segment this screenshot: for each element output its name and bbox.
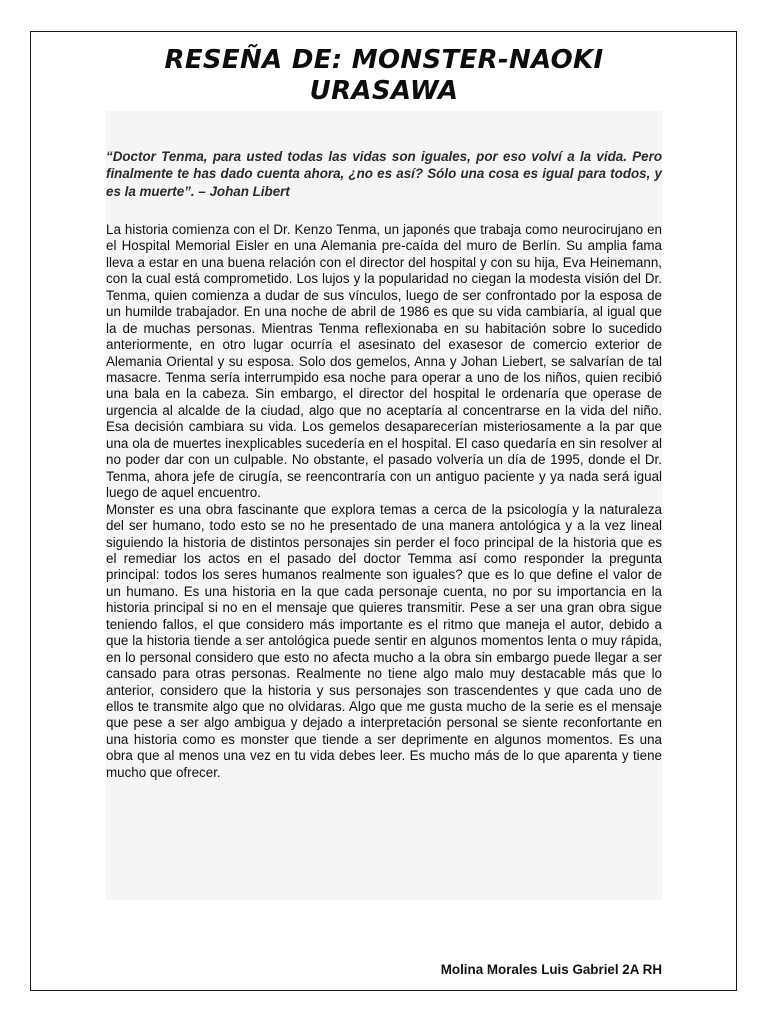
review-title: RESEÑA DE: MONSTER-NAOKI URASAWA [164, 45, 604, 106]
epigraph-quote: “Doctor Tenma, para usted todas las vidas son iguales, por eso volví a la vida. Pero finalmente te has dado cuenta ahora, ¿no es así? Sólo una cosa es igual para todos, y es la muerte”. – Johan Libert [106, 149, 662, 199]
paragraph-synopsis: La historia comienza con el Dr. Kenzo Tenma, un japonés que trabaja como neurocirujano en el Hospital Memorial Eisler en una Alemania pre-caída del muro de Berlín. Su amplia fama lleva a estar en una buena relación con el director del hospital y con su hija, Eva Heinemann, con la cual está comprometido. Los lujos y la popularidad no ciegan la modesta visión del Dr. Tenma, quien comienza a dudar de sus vínculos, luego de ser confrontado por la esposa de un humilde trabajador. En una noche de abril de 1986 es que su vida cambiaría, al igual que la de muchas personas. Mientras Tenma reflexionaba en su habitación sobre lo sucedido anteriormente, en otro lugar ocurría el asesinato del exasesor de comercio exterior de Alemania Oriental y su esposa. Solo dos gemelos, Anna y Johan Liebert, se salvarían de tal masacre. Tenma sería interrumpido esa noche para operar a uno de los niños, quien recibió una bala en la cabeza. Sin embargo, el director del hospital le ordenaría que operase de urgencia al alcalde de la ciudad, algo que no aceptaría al concentrarse en la vida del niño. Esa decisión cambiara su vida. Los gemelos desaparecerían misteriosamente a la par que una ola de muertes inexplicables sucedería en el hospital. El caso quedaría en sin resolver al no poder dar con un culpable. No obstante, el pasado volvería un día de 1995, donde el Dr. Tenma, ahora jefe de cirugía, se reencontraría con un antiguo paciente y ya nada será igual luego de aquel encuentro. [106, 221, 662, 501]
paragraph-opinion: Monster es una obra fascinante que explora temas a cerca de la psicología y la naturaleza del ser humano, todo esto se no he presentado de una manera antológica y a la vez lineal siguiendo la historia de distintos personajes sin perder el foco principal de la historia que es el remediar los actos en el pasado del doctor Temma así como responder la pregunta principal: todos los seres humanos realmente son iguales? que es lo que define el valor de un humano. Es una historia en la que cada personaje cuenta, no por su importancia en la historia principal si no en el mensaje que quieres transmitir. Pese a ser una gran obra sigue teniendo fallos, el que considero más importante es el ritmo que maneja el autor, debido a que la historia tiende a ser antológica puede sentir en algunos momentos lenta o muy rápida, en lo personal considero que esto no afecta mucho a la obra sin embargo puede llegar a ser cansado para otras personas. Realmente no tiene algo malo muy destacable más que lo anterior, considero que la historia y sus personajes son trascendentes y que cada uno de ellos te transmite algo que no olvidaras. Algo que me gusta mucho de la serie es el mensaje que pese a ser algo ambigua y dejado a interpretación personal se siente reconfortante en una historia como es monster que tiende a ser deprimente en algunos momentos. Es una obra que al menos una vez en tu vida debes leer. Es mucho más de lo que aparenta y tiene mucho que ofrecer. [106, 501, 662, 780]
review-body [106, 111, 662, 900]
author-signature: Molina Morales Luis Gabriel 2A RH [440, 962, 662, 977]
